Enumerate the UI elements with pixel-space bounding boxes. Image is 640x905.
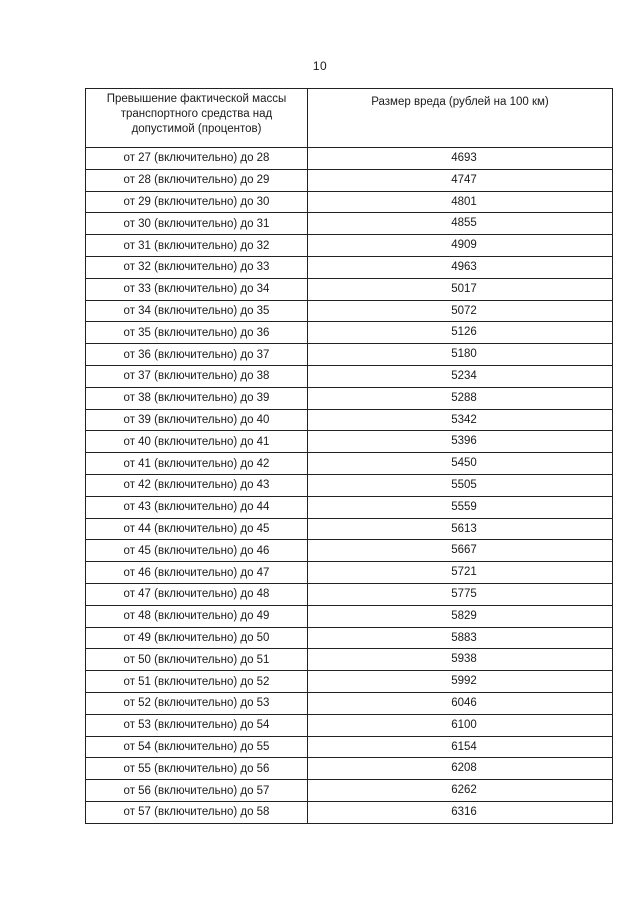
table-row	[86, 148, 613, 170]
table-row	[86, 649, 613, 671]
harm-value-cell: 6316	[308, 801, 613, 823]
table-header-row	[86, 89, 613, 148]
excess-range-cell: от 39 (включительно) до 40	[86, 409, 308, 431]
page-number: 10	[312, 59, 328, 73]
harm-value-cell: 4747	[308, 169, 613, 191]
excess-range-cell: от 31 (включительно) до 32	[86, 235, 308, 257]
excess-range-cell: от 44 (включительно) до 45	[86, 518, 308, 540]
table-row	[86, 235, 613, 257]
excess-range-cell: от 51 (включительно) до 52	[86, 671, 308, 693]
excess-range-cell: от 41 (включительно) до 42	[86, 453, 308, 475]
excess-range-cell: от 37 (включительно) до 38	[86, 365, 308, 387]
header-excess-percent: Превышение фактической массы транспортного средства над допустимой (процентов)	[86, 89, 308, 148]
excess-range-cell: от 35 (включительно) до 36	[86, 322, 308, 344]
harm-value-cell: 5180	[308, 344, 613, 366]
harm-value-cell: 5342	[308, 409, 613, 431]
excess-range-cell: от 36 (включительно) до 37	[86, 344, 308, 366]
table-row	[86, 431, 613, 453]
table-row	[86, 191, 613, 213]
excess-range-cell: от 47 (включительно) до 48	[86, 583, 308, 605]
harm-value-cell: 5938	[308, 649, 613, 671]
table-row	[86, 344, 613, 366]
excess-range-cell: от 38 (включительно) до 39	[86, 387, 308, 409]
excess-range-cell: от 43 (включительно) до 44	[86, 496, 308, 518]
excess-range-cell: от 28 (включительно) до 29	[86, 169, 308, 191]
table-row	[86, 365, 613, 387]
excess-range-cell: от 30 (включительно) до 31	[86, 213, 308, 235]
table-row	[86, 496, 613, 518]
table-row	[86, 780, 613, 802]
table-row	[86, 801, 613, 823]
excess-range-cell: от 34 (включительно) до 35	[86, 300, 308, 322]
harm-value-cell: 5450	[308, 453, 613, 475]
table-row	[86, 714, 613, 736]
excess-range-cell: от 32 (включительно) до 33	[86, 256, 308, 278]
excess-range-cell: от 46 (включительно) до 47	[86, 562, 308, 584]
table-row	[86, 671, 613, 693]
table-body	[86, 148, 613, 824]
harm-value-cell: 5613	[308, 518, 613, 540]
harm-value-cell: 5017	[308, 278, 613, 300]
table-row	[86, 474, 613, 496]
excess-range-cell: от 49 (включительно) до 50	[86, 627, 308, 649]
harm-value-cell: 6262	[308, 780, 613, 802]
excess-range-cell: от 40 (включительно) до 41	[86, 431, 308, 453]
table-row	[86, 300, 613, 322]
excess-range-cell: от 52 (включительно) до 53	[86, 692, 308, 714]
excess-range-cell: от 27 (включительно) до 28	[86, 148, 308, 170]
harm-value-cell: 5505	[308, 474, 613, 496]
harm-value-cell: 6208	[308, 758, 613, 780]
header-harm-amount: Размер вреда (рублей на 100 км)	[308, 89, 613, 148]
harm-value-cell: 5396	[308, 431, 613, 453]
table-row	[86, 169, 613, 191]
table-row	[86, 322, 613, 344]
harm-value-cell: 6100	[308, 714, 613, 736]
harm-value-cell: 5234	[308, 365, 613, 387]
table-row	[86, 562, 613, 584]
excess-range-cell: от 54 (включительно) до 55	[86, 736, 308, 758]
harm-value-cell: 4801	[308, 191, 613, 213]
harm-value-cell: 5072	[308, 300, 613, 322]
excess-range-cell: от 55 (включительно) до 56	[86, 758, 308, 780]
excess-range-cell: от 45 (включительно) до 46	[86, 540, 308, 562]
excess-range-cell: от 57 (включительно) до 58	[86, 801, 308, 823]
excess-range-cell: от 50 (включительно) до 51	[86, 649, 308, 671]
harm-value-cell: 5883	[308, 627, 613, 649]
excess-range-cell: от 48 (включительно) до 49	[86, 605, 308, 627]
table-row	[86, 409, 613, 431]
harm-value-cell: 4909	[308, 235, 613, 257]
harm-value-cell: 5829	[308, 605, 613, 627]
table-row	[86, 540, 613, 562]
excess-range-cell: от 33 (включительно) до 34	[86, 278, 308, 300]
excess-range-cell: от 29 (включительно) до 30	[86, 191, 308, 213]
harm-value-cell: 5126	[308, 322, 613, 344]
table-row	[86, 736, 613, 758]
table-row	[86, 278, 613, 300]
harm-rate-table	[85, 88, 613, 824]
harm-value-cell: 6154	[308, 736, 613, 758]
table-row	[86, 213, 613, 235]
excess-range-cell: от 56 (включительно) до 57	[86, 780, 308, 802]
excess-range-cell: от 53 (включительно) до 54	[86, 714, 308, 736]
harm-value-cell: 4963	[308, 256, 613, 278]
table-row	[86, 387, 613, 409]
harm-value-cell: 4693	[308, 148, 613, 170]
table-row	[86, 518, 613, 540]
harm-value-cell: 6046	[308, 692, 613, 714]
harm-value-cell: 5992	[308, 671, 613, 693]
table-row	[86, 453, 613, 475]
harm-value-cell: 4855	[308, 213, 613, 235]
harm-value-cell: 5667	[308, 540, 613, 562]
harm-value-cell: 5775	[308, 583, 613, 605]
harm-value-cell: 5721	[308, 562, 613, 584]
table-row	[86, 692, 613, 714]
excess-range-cell: от 42 (включительно) до 43	[86, 474, 308, 496]
table-row	[86, 256, 613, 278]
harm-value-cell: 5559	[308, 496, 613, 518]
table-row	[86, 583, 613, 605]
table-row	[86, 758, 613, 780]
table-row	[86, 627, 613, 649]
harm-value-cell: 5288	[308, 387, 613, 409]
table-row	[86, 605, 613, 627]
